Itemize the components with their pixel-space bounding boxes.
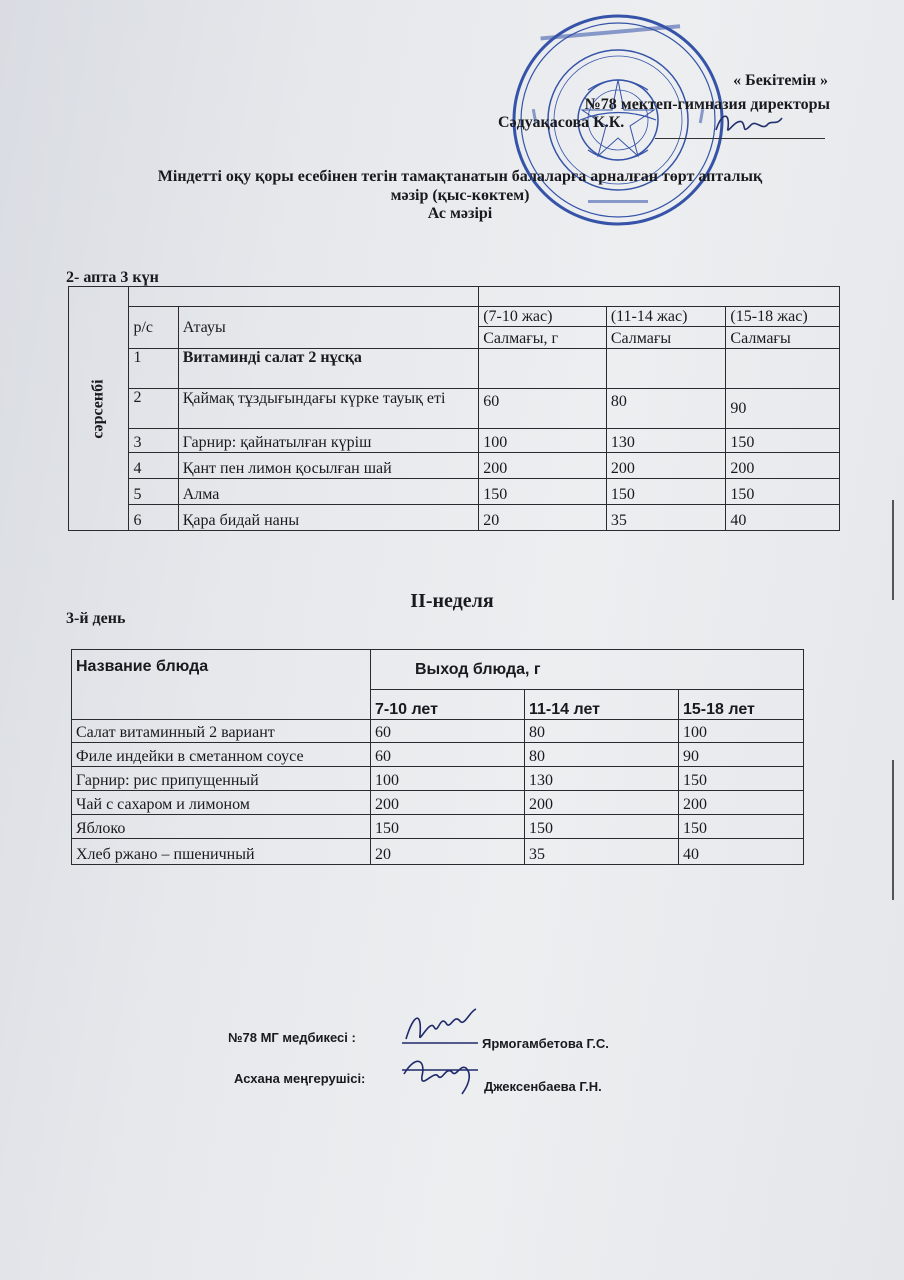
weekday-side-label: сәрсенбі: [89, 378, 107, 439]
yield-age-3: 200: [679, 791, 804, 815]
approval-word: « Бекітемін »: [733, 72, 828, 89]
kz-header-age-2-weight: Салмағы: [606, 327, 726, 349]
dish-name: Чай с сахаром и лимоном: [72, 791, 371, 815]
yield-age-1: 20: [371, 839, 525, 865]
kz-header-spacer: [479, 287, 840, 307]
yield-age-2: 130: [525, 767, 679, 791]
dish-name: Салат витаминный 2 вариант: [72, 720, 371, 743]
weight-age-3: 40: [726, 505, 840, 531]
kz-header-spacer: [129, 287, 479, 307]
weight-age-2: 80: [606, 389, 726, 429]
ru-menu-table: [71, 649, 804, 865]
dish-name: Қант пен лимон қосылған шай: [178, 453, 478, 479]
kz-header-name: Атауы: [178, 307, 478, 349]
weight-age-3: 200: [726, 453, 840, 479]
table-row: [72, 720, 804, 743]
kz-header-age-1-weight: Салмағы, г: [479, 327, 607, 349]
dish-name: Хлеб ржано – пшеничный: [72, 839, 371, 865]
kz-header-age-3: (15-18 жас): [726, 307, 840, 327]
approval-director-title: №78 мектеп-гимназия директоры: [584, 96, 830, 113]
yield-age-1: 150: [371, 815, 525, 839]
yield-age-1: 100: [371, 767, 525, 791]
row-num: 5: [129, 479, 178, 505]
table-row: [69, 479, 840, 505]
row-num: 6: [129, 505, 178, 531]
nurse-label: №78 МГ медбикесі :: [228, 1030, 356, 1045]
row-num: 3: [129, 429, 178, 453]
ru-day-heading: 3-й день: [66, 610, 126, 627]
kz-header-num: р/с: [129, 307, 178, 349]
weight-age-1: 60: [479, 389, 607, 429]
kz-header-age-3-weight: Салмағы: [726, 327, 840, 349]
weight-age-2: 200: [606, 453, 726, 479]
yield-age-2: 200: [525, 791, 679, 815]
weight-age-3: 150: [726, 429, 840, 453]
dish-name: Қара бидай наны: [178, 505, 478, 531]
approval-director-name: Сәдуақасова К.К.: [498, 114, 625, 131]
weight-age-1: 100: [479, 429, 607, 453]
ru-header-yield: Выход блюда, г: [371, 650, 804, 690]
yield-age-3: 100: [679, 720, 804, 743]
canteen-manager-signature: [400, 1050, 480, 1098]
yield-age-2: 80: [525, 743, 679, 767]
table-row: [69, 349, 840, 389]
kz-week-day-heading: 2- апта 3 күн: [66, 269, 159, 286]
canteen-manager-label: Асхана меңгерушісі:: [234, 1071, 366, 1086]
yield-age-2: 150: [525, 815, 679, 839]
table-row: [72, 767, 804, 791]
table-row: [69, 505, 840, 531]
weight-age-2: 35: [606, 505, 726, 531]
yield-age-2: 80: [525, 720, 679, 743]
nurse-name: Ярмогамбетова Г.С.: [482, 1036, 609, 1051]
canteen-manager-name: Джексенбаева Г.Н.: [484, 1079, 602, 1094]
ru-header-age-1: 7-10 лет: [371, 690, 525, 720]
document-title-line-3: Ас мәзірі: [427, 205, 493, 222]
dish-name: Қаймақ тұздығындағы күркe тауық eті: [178, 389, 478, 429]
weight-age-3: 90: [726, 389, 840, 429]
yield-age-1: 200: [371, 791, 525, 815]
document-title-line-2: мәзір (қыс-көктем): [390, 187, 530, 204]
weight-age-1: 20: [479, 505, 607, 531]
weight-age-1: 150: [479, 479, 607, 505]
weight-age-2: [606, 349, 726, 389]
weight-age-2: 150: [606, 479, 726, 505]
weight-age-1: 200: [479, 453, 607, 479]
dish-name: Яблоко: [72, 815, 371, 839]
yield-age-1: 60: [371, 743, 525, 767]
table-row: [72, 815, 804, 839]
ru-header-age-3: 15-18 лет: [679, 690, 804, 720]
kz-menu-table: [68, 286, 840, 531]
kz-header-age-1: (7-10 жас): [479, 307, 607, 327]
dish-name: Гарнир: рис припущенный: [72, 767, 371, 791]
ru-header-dish: Название блюда: [72, 650, 371, 720]
yield-age-3: 90: [679, 743, 804, 767]
page-edge-mark: [892, 760, 894, 900]
yield-age-3: 150: [679, 815, 804, 839]
yield-age-1: 60: [371, 720, 525, 743]
row-num: 4: [129, 453, 178, 479]
dish-name: Алма: [178, 479, 478, 505]
table-row: [69, 389, 840, 429]
table-row: [69, 429, 840, 453]
yield-age-2: 35: [525, 839, 679, 865]
weight-age-3: [726, 349, 840, 389]
weekday-side-cell: [69, 287, 129, 531]
dish-name: Филе индейки в сметанном соусе: [72, 743, 371, 767]
dish-name: Гарнир: қайнатылған күріш: [178, 429, 478, 453]
yield-age-3: 150: [679, 767, 804, 791]
nurse-signature: [400, 1005, 480, 1050]
weight-age-1: [479, 349, 607, 389]
weight-age-2: 130: [606, 429, 726, 453]
row-num: 2: [129, 389, 178, 429]
ru-week-title: II-неделя: [410, 590, 494, 612]
table-row: [72, 791, 804, 815]
weight-age-3: 150: [726, 479, 840, 505]
director-signature: [712, 108, 784, 140]
yield-age-3: 40: [679, 839, 804, 865]
kz-header-age-2: (11-14 жас): [606, 307, 726, 327]
row-num: 1: [129, 349, 178, 389]
dish-name: Витаминді салат 2 нұсқа: [178, 349, 478, 389]
ru-header-age-2: 11-14 лет: [525, 690, 679, 720]
document-title-line-1: Міндетті оқу қоры есебінен тегін тамақтанатын балаларға арналған төрт апталық: [157, 168, 763, 185]
table-row: [72, 743, 804, 767]
page-edge-mark: [892, 500, 894, 600]
table-row: [72, 839, 804, 865]
table-row: [69, 453, 840, 479]
